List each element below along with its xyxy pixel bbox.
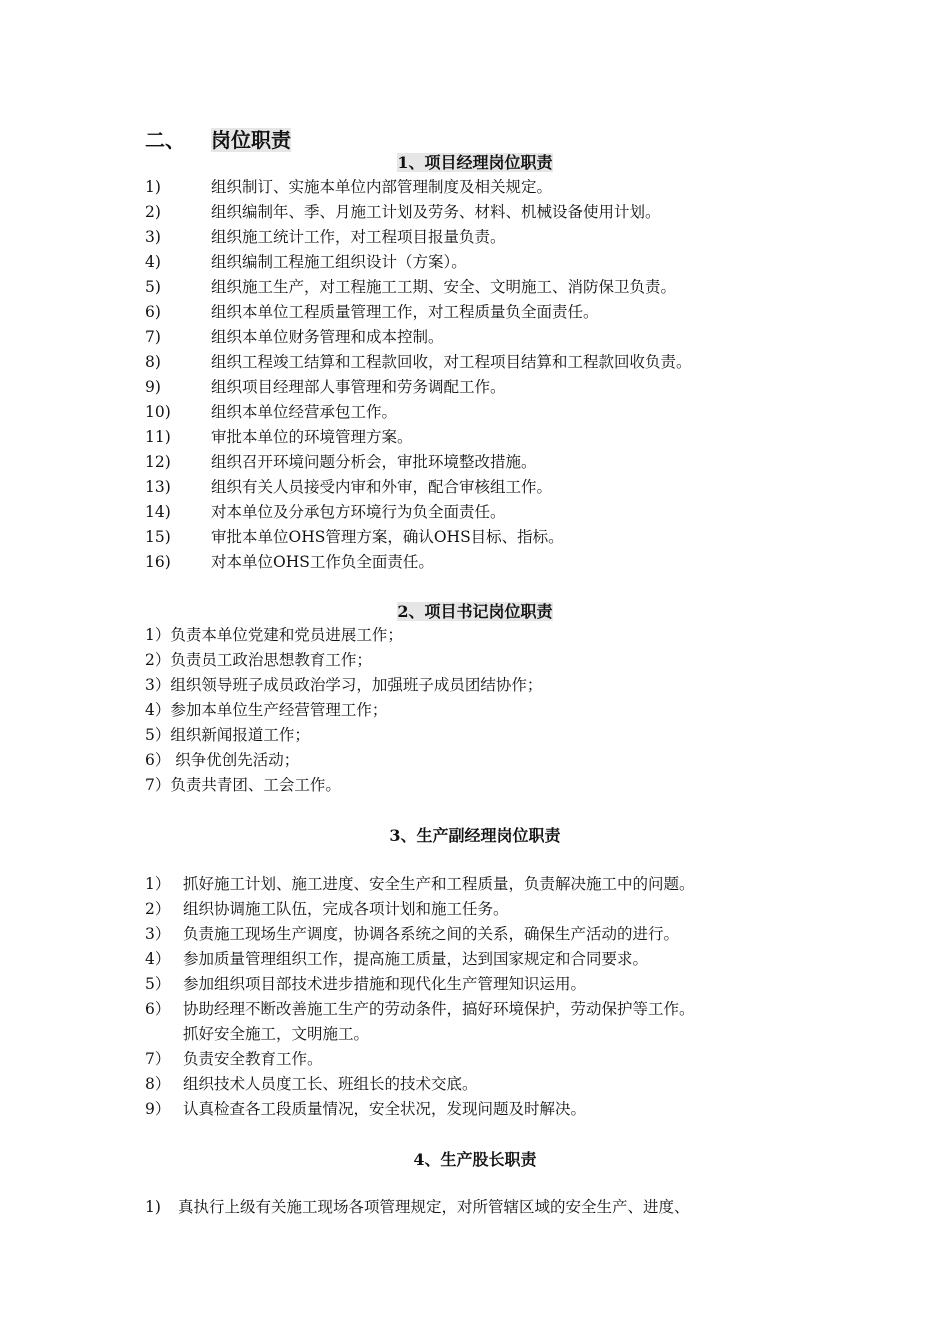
list-item: 6） 协助经理不断改善施工生产的劳动条件，搞好环境保护，劳动保护等工作。 — [145, 1000, 695, 1018]
production-section-chief-duties-list — [145, 1195, 690, 1220]
list-item: 2) 组织编制年、季、月施工计划及劳务、材料、机械设备使用计划。 — [145, 203, 661, 221]
list-item: 13) 组织有关人员接受内审和外审，配合审核组工作。 — [145, 478, 553, 496]
list-item: 7） 负责安全教育工作。 — [145, 1050, 323, 1068]
chapter-heading — [145, 124, 291, 153]
list-item: 9) 组织项目经理部人事管理和劳务调配工作。 — [145, 378, 506, 396]
list-item: 6) 组织本单位工程质量管理工作，对工程质量负全面责任。 — [145, 303, 599, 321]
chapter-title: 岗位职责 — [211, 128, 291, 152]
list-item: 5) 组织施工生产，对工程施工工期、安全、文明施工、消防保卫负责。 — [145, 278, 677, 296]
list-item: 5） 参加组织项目部技术进步措施和现代化生产管理知识运用。 — [145, 975, 587, 993]
list-item: 14) 对本单位及分承包方环境行为负全面责任。 — [145, 503, 506, 521]
list-item-continuation: 抓好安全施工，文明施工。 — [183, 1025, 370, 1043]
list-item: 9） 认真检查各工段质量情况，安全状况，发现问题及时解决。 — [145, 1100, 587, 1118]
list-item: 1) 真执行上级有关施工现场各项管理规定，对所管辖区域的安全生产、进度、 — [145, 1198, 690, 1216]
list-item: 6） 织争优创先活动； — [145, 751, 300, 769]
list-item: 3) 组织施工统计工作，对工程项目报量负责。 — [145, 228, 506, 246]
list-item: 1） 抓好施工计划、施工进度、安全生产和工程质量，负责解决施工中的问题。 — [145, 875, 695, 893]
chapter-number: 二、 — [145, 128, 185, 152]
list-item: 3）组织领导班子成员政治学习，加强班子成员团结协作； — [145, 676, 543, 694]
list-item: 16) 对本单位OHS工作负全面责任。 — [145, 553, 434, 571]
list-item: 8） 组织技术人员度工长、班组长的技术交底。 — [145, 1075, 478, 1093]
list-item: 5）组织新闻报道工作； — [145, 726, 310, 744]
section-title-production-deputy-manager: 3、生产副经理岗位职责 — [389, 826, 561, 845]
list-item: 11) 审批本单位的环境管理方案。 — [145, 428, 413, 446]
list-item: 2）负责员工政治思想教育工作； — [145, 651, 372, 669]
list-item: 12) 组织召开环境问题分析会，审批环境整改措施。 — [145, 453, 537, 471]
list-item: 4) 组织编制工程施工组织设计（方案）。 — [145, 253, 467, 271]
list-item: 7) 组织本单位财务管理和成本控制。 — [145, 328, 444, 346]
list-item: 1) 组织制订、实施本单位内部管理制度及相关规定。 — [145, 178, 553, 196]
project-manager-duties-list — [145, 175, 692, 575]
list-item: 4）参加本单位生产经营管理工作； — [145, 701, 388, 719]
list-item: 4） 参加质量管理组织工作，提高施工质量，达到国家规定和合同要求。 — [145, 950, 649, 968]
section-title-party-secretary: 2、项目书记岗位职责 — [397, 602, 553, 621]
list-item: 10) 组织本单位经营承包工作。 — [145, 403, 398, 421]
list-item: 3） 负责施工现场生产调度，协调各系统之间的关系，确保生产活动的进行。 — [145, 925, 680, 943]
list-item: 8) 组织工程竣工结算和工程款回收，对工程项目结算和工程款回收负责。 — [145, 353, 692, 371]
section-title-production-section-chief: 4、生产股长职责 — [413, 1150, 537, 1169]
production-deputy-manager-duties-list — [145, 872, 695, 1122]
list-item: 2） 组织协调施工队伍，完成各项计划和施工任务。 — [145, 900, 509, 918]
list-item: 15) 审批本单位OHS管理方案，确认OHS目标、指标。 — [145, 528, 564, 546]
party-secretary-duties-list — [145, 623, 542, 798]
section-title-project-manager: 1、项目经理岗位职责 — [397, 153, 553, 172]
list-item: 1）负责本单位党建和党员进展工作； — [145, 626, 403, 644]
list-item: 7）负责共青团、工会工作。 — [145, 776, 341, 794]
